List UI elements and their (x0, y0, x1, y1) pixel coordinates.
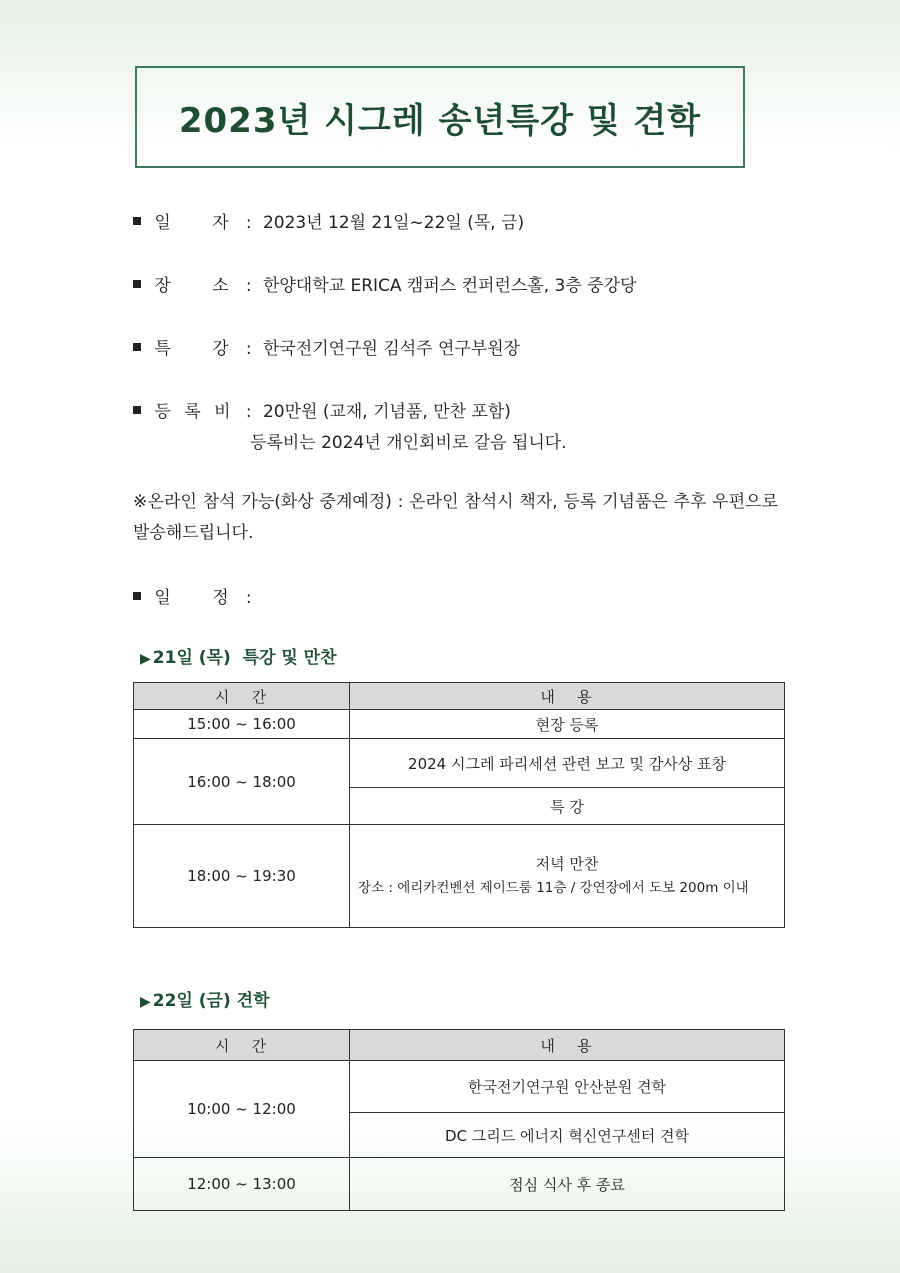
bullet-icon (133, 217, 141, 225)
content-cell: 점심 식사 후 종료 (350, 1158, 785, 1211)
time-cell: 18:00 ~ 19:30 (134, 825, 350, 928)
info-value: 한국전기연구원 김석주 연구부원장 (262, 339, 521, 359)
bullet-icon (133, 343, 141, 351)
info-value: 20만원 (교재, 기념품, 만찬 포함) (262, 402, 511, 422)
info-label: 비 (214, 402, 231, 422)
info-lecture (133, 334, 520, 359)
content-title: 저녁 만찬 (535, 854, 599, 873)
info-label: 등 (154, 402, 171, 422)
header-content: 내 용 (350, 1030, 785, 1061)
content-cell: 특 강 (350, 788, 785, 825)
online-note: ※온라인 참석 가능(화상 중계예정) : 온라인 참석시 책자, 등록 기념품은 추후 우편으로 발송해드립니다. (133, 492, 778, 543)
info-label: 정 (212, 588, 229, 608)
day1-heading-text: 21일 (목) 특강 및 만찬 (152, 648, 337, 668)
info-label: 소 (212, 276, 229, 296)
table-row (134, 1158, 785, 1211)
day2-heading-text: 22일 (금) 견학 (152, 991, 270, 1011)
title-box (135, 66, 745, 168)
info-date (133, 208, 524, 233)
info-separator: : (245, 588, 252, 608)
table-row (134, 1061, 785, 1113)
info-venue (133, 271, 636, 296)
page-title: 2023년 시그레 송년특강 및 견학 (178, 100, 702, 141)
info-fee-note: 등록비는 2024년 개인회비로 갈음 됩니다. (250, 433, 567, 453)
info-separator: : (245, 339, 252, 359)
content-cell: DC 그리드 에너지 혁신연구센터 견학 (350, 1113, 785, 1158)
info-label: 자 (212, 213, 229, 233)
table-row (134, 710, 785, 739)
info-separator: : (245, 402, 252, 422)
info-value: 한양대학교 ERICA 캠퍼스 컨퍼런스홀, 3층 중강당 (262, 276, 637, 296)
info-label: 강 (212, 339, 229, 359)
day2-heading (140, 986, 270, 1011)
time-cell: 15:00 ~ 16:00 (134, 710, 350, 739)
info-label: 장 (154, 276, 171, 296)
info-separator: : (245, 213, 252, 233)
schedule-label (133, 583, 252, 608)
content-cell (350, 825, 785, 928)
info-label: 일 (154, 588, 171, 608)
table-header-row (134, 1030, 785, 1061)
info-label: 특 (154, 339, 171, 359)
table-row (134, 739, 785, 788)
triangle-right-icon: ▶ (140, 651, 151, 667)
header-content: 내 용 (350, 683, 785, 710)
table-row (134, 825, 785, 928)
bullet-icon (133, 280, 141, 288)
bullet-icon (133, 592, 141, 600)
info-value: 2023년 12월 21일~22일 (목, 금) (262, 213, 525, 233)
content-cell: 2024 시그레 파리세션 관련 보고 및 감사상 표창 (350, 739, 785, 788)
info-label: 일 (154, 213, 171, 233)
day1-table (133, 682, 785, 928)
info-fee (133, 397, 511, 422)
header-time: 시 간 (134, 683, 350, 710)
time-cell: 12:00 ~ 13:00 (134, 1158, 350, 1211)
day1-heading (140, 643, 337, 668)
header-time: 시 간 (134, 1030, 350, 1061)
time-cell: 10:00 ~ 12:00 (134, 1061, 350, 1158)
content-cell: 현장 등록 (350, 710, 785, 739)
content-cell: 한국전기연구원 안산분원 견학 (350, 1061, 785, 1113)
info-label: 록 (184, 402, 201, 422)
info-separator: : (245, 276, 252, 296)
triangle-right-icon: ▶ (140, 994, 151, 1010)
table-header-row (134, 683, 785, 710)
time-cell: 16:00 ~ 18:00 (134, 739, 350, 825)
bullet-icon (133, 406, 141, 414)
day2-table (133, 1029, 785, 1211)
venue-note: 장소 : 에리카컨벤션 제이드룸 11층 / 강연장에서 도보 200m 이내 (358, 879, 749, 896)
